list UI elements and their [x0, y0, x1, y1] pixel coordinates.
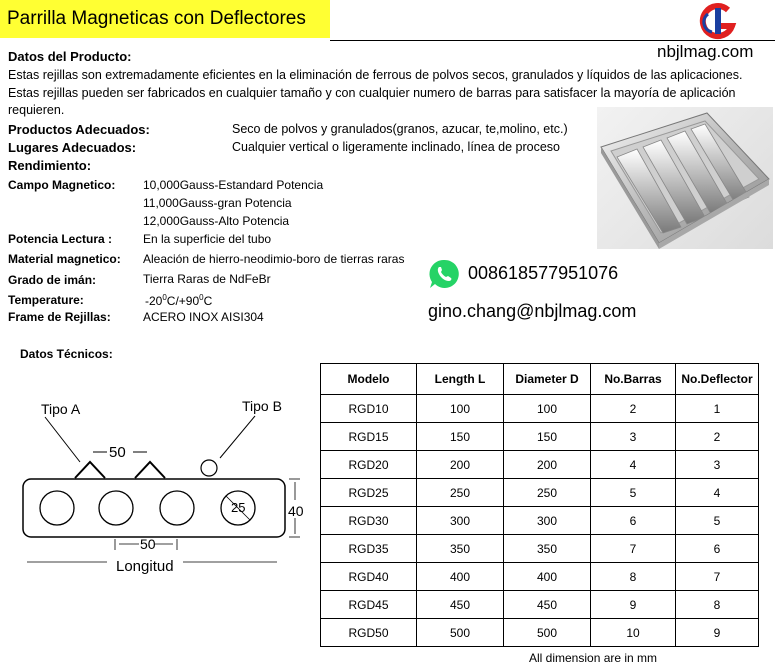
- table-row: [321, 591, 759, 619]
- whatsapp-icon: [428, 258, 460, 290]
- table-header-row: [321, 364, 759, 395]
- product-heading: Datos del Producto:: [8, 49, 132, 64]
- table-cell: 300: [417, 507, 504, 535]
- dim-40: 40: [288, 503, 304, 519]
- table-cell: 400: [417, 563, 504, 591]
- table-cell: 500: [417, 619, 504, 647]
- table-cell: RGD25: [321, 479, 417, 507]
- page-title: Parrilla Magneticas con Deflectores: [0, 0, 330, 38]
- suitable-products-label: Productos Adecuados:: [8, 122, 150, 137]
- suitable-places-label: Lugares Adecuados:: [8, 140, 137, 155]
- table-cell: 2: [676, 423, 759, 451]
- table-cell: 300: [504, 507, 591, 535]
- table-cell: 500: [504, 619, 591, 647]
- magnetic-grate-image: [597, 107, 773, 249]
- table-body: [321, 395, 759, 647]
- performance-heading: Rendimiento:: [8, 158, 92, 173]
- tipo-b-label: Tipo B: [242, 398, 282, 414]
- table-cell: 150: [504, 423, 591, 451]
- table-cell: 250: [417, 479, 504, 507]
- title-divider: [330, 40, 775, 41]
- table-cell: 5: [591, 479, 676, 507]
- reading-label: Potencia Lectura :: [8, 232, 113, 246]
- col-barras: No.Barras: [591, 364, 676, 395]
- table-cell: 200: [504, 451, 591, 479]
- magnetic-field-value-2: 11,000Gauss-gran Potencia: [143, 196, 292, 210]
- col-length: Length L: [417, 364, 504, 395]
- table-cell: 7: [591, 535, 676, 563]
- table-cell: RGD45: [321, 591, 417, 619]
- col-modelo: Modelo: [321, 364, 417, 395]
- material-label: Material magnetico:: [8, 252, 121, 266]
- table-cell: 100: [417, 395, 504, 423]
- table-cell: 9: [591, 591, 676, 619]
- table-cell: 450: [417, 591, 504, 619]
- tipo-a-label: Tipo A: [41, 401, 81, 417]
- suitable-places-value: Cualquier vertical o ligeramente inclinado, línea de proceso: [232, 140, 560, 154]
- table-row: [321, 423, 759, 451]
- table-cell: 6: [591, 507, 676, 535]
- table-cell: 3: [676, 451, 759, 479]
- table-row: [321, 619, 759, 647]
- table-cell: 350: [417, 535, 504, 563]
- product-desc-line1: Estas rejillas son extremadamente eficientes en la eliminación de ferrous de polvos secos, granulados y líquidos de las aplicaciones.: [8, 68, 743, 82]
- table-row: [321, 395, 759, 423]
- table-cell: RGD30: [321, 507, 417, 535]
- magnetic-field-label: Campo Magnetico:: [8, 178, 116, 192]
- table-row: [321, 535, 759, 563]
- table-cell: RGD50: [321, 619, 417, 647]
- contact-phone[interactable]: 008618577951076: [468, 263, 619, 283]
- table-cell: 2: [591, 395, 676, 423]
- table-cell: 450: [504, 591, 591, 619]
- table-cell: 8: [591, 563, 676, 591]
- brand-url: nbjlmag.com: [657, 42, 754, 61]
- reading-value: En la superficie del tubo: [143, 232, 272, 246]
- temperature-label: Temperature:: [8, 293, 84, 307]
- table-cell: 3: [591, 423, 676, 451]
- table-cell: 4: [676, 479, 759, 507]
- cross-section-diagram: [15, 392, 315, 587]
- frame-value: ACERO INOX AISI304: [143, 310, 264, 324]
- table-cell: 400: [504, 563, 591, 591]
- material-value: Aleación de hierro-neodimio-boro de tierras raras: [143, 252, 405, 266]
- dim-25: 25: [231, 500, 246, 515]
- grade-label: Grado de imán:: [8, 273, 97, 287]
- table-cell: 9: [676, 619, 759, 647]
- temperature-value: $-20^0C/+90^0C$: [145, 293, 213, 308]
- table-cell: RGD35: [321, 535, 417, 563]
- frame-label: Frame de Rejillas:: [8, 310, 111, 324]
- table-row: [321, 451, 759, 479]
- table-cell: 6: [676, 535, 759, 563]
- table-cell: RGD20: [321, 451, 417, 479]
- contact-email[interactable]: gino.chang@nbjlmag.com: [428, 301, 637, 321]
- table-row: [321, 479, 759, 507]
- table-cell: 10: [591, 619, 676, 647]
- table-cell: 4: [591, 451, 676, 479]
- table-cell: RGD40: [321, 563, 417, 591]
- grade-value: Tierra Raras de NdFeBr: [143, 272, 271, 286]
- product-photo: [597, 107, 773, 249]
- table-cell: 200: [417, 451, 504, 479]
- table-cell: 100: [504, 395, 591, 423]
- table-footnote: All dimension are in mm: [529, 651, 658, 665]
- longitud-label: Longitud: [116, 558, 174, 575]
- table-cell: 7: [676, 563, 759, 591]
- dim-50-top: 50: [109, 444, 126, 461]
- technical-data-heading: Datos Técnicos:: [20, 347, 113, 361]
- suitable-products-value: Seco de polvos y granulados(granos, azucar, te,molino, etc.): [232, 122, 568, 136]
- magnetic-field-value-3: 12,000Gauss-Alto Potencia: [143, 214, 290, 228]
- brand-logo-icon: [694, 2, 742, 40]
- table-row: [321, 563, 759, 591]
- col-deflector: No.Deflector: [676, 364, 759, 395]
- table-cell: 1: [676, 395, 759, 423]
- table-row: [321, 507, 759, 535]
- table-cell: RGD15: [321, 423, 417, 451]
- table-cell: RGD10: [321, 395, 417, 423]
- product-desc-line2: Estas rejillas pueden ser fabricados en cualquier tamaño y con cualquier numero de barras para satisfacer la mayoría de aplicación: [8, 86, 736, 100]
- magnetic-field-value-1: 10,000Gauss-Estandard Potencia: [143, 178, 324, 192]
- table-cell: 350: [504, 535, 591, 563]
- dim-50-bottom: 50: [140, 536, 156, 552]
- table-cell: 150: [417, 423, 504, 451]
- table-cell: 8: [676, 591, 759, 619]
- models-table: [320, 363, 759, 647]
- col-diameter: Diameter D: [504, 364, 591, 395]
- table-cell: 5: [676, 507, 759, 535]
- product-desc-line3: requieren.: [8, 103, 65, 117]
- table-cell: 250: [504, 479, 591, 507]
